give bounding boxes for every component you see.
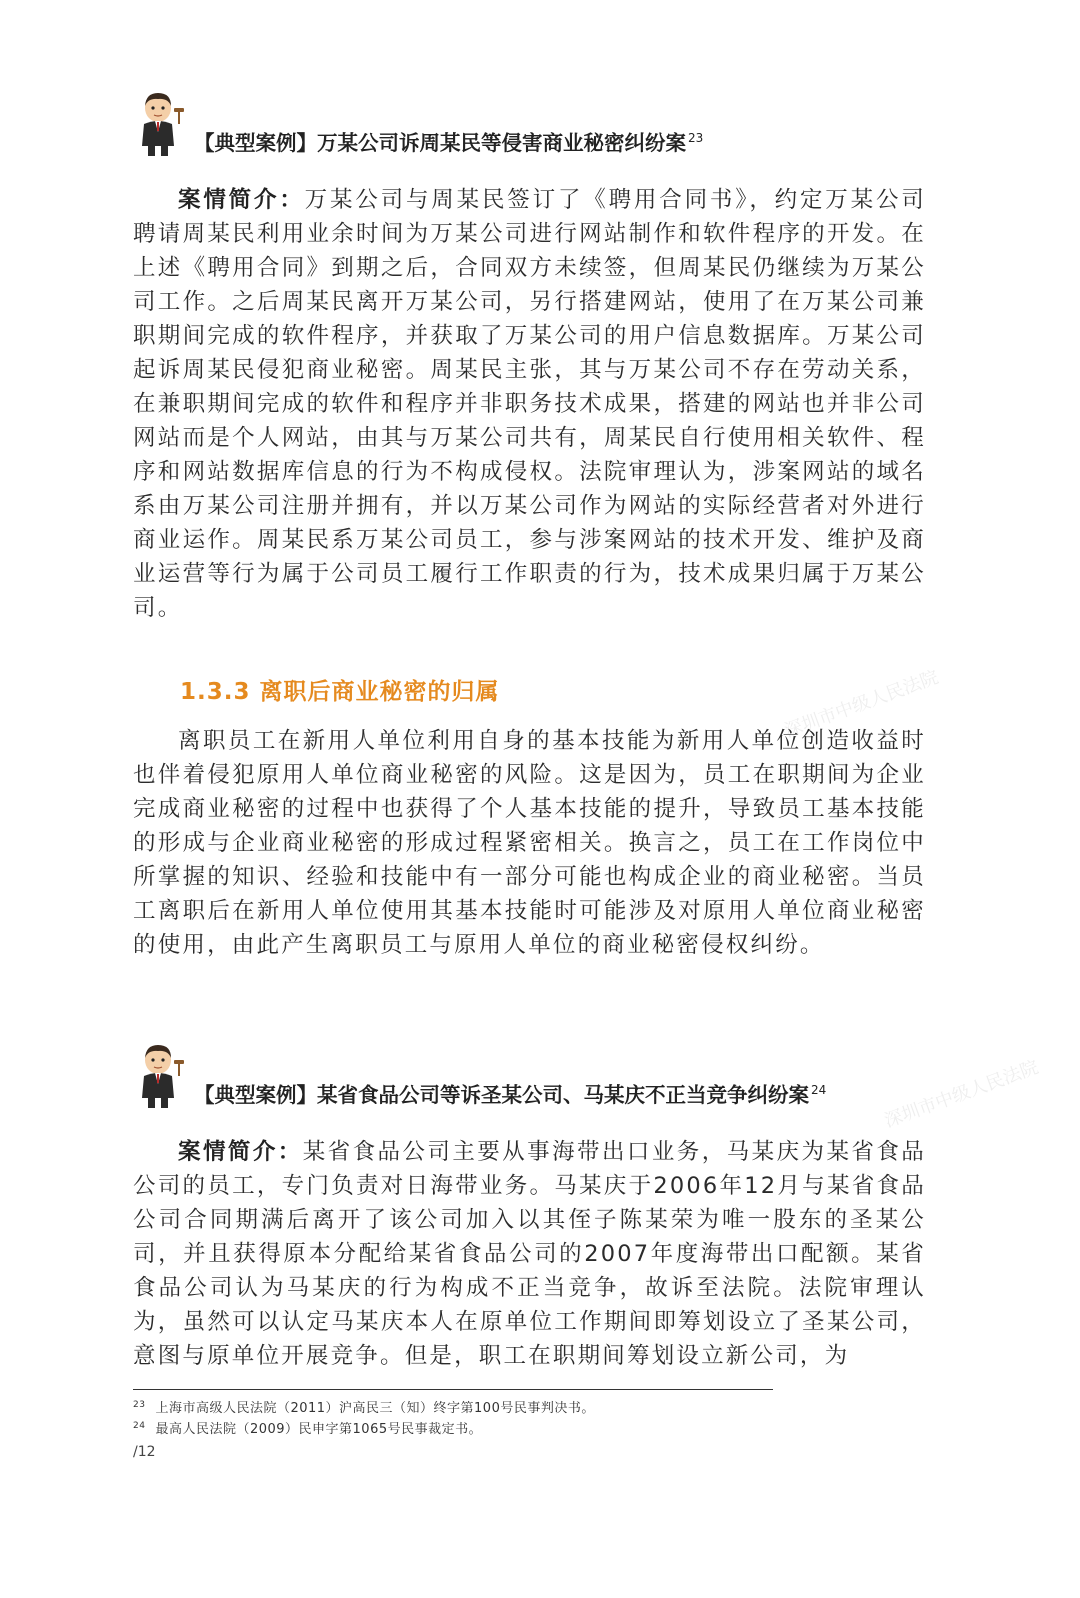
case-lead-1: 案情简介： (178, 187, 305, 213)
footnote-24: $^{24}$ 最高人民法院（2009）民申字第1065号民事裁定书。 (133, 1420, 483, 1437)
watermark: 深圳市中级人民法院 (781, 666, 942, 742)
case-title-2: 【典型案例】某省食品公司等诉圣某公司、马某庆不正当竞争纠纷案 $^{24}$ (194, 1083, 827, 1107)
case-text-1: 万某公司与周某民签订了《聘用合同书》，约定万某公司聘请周某民利用业余时间为万某公司进行网站制作和软件程序的开发。在上述《聘用合同》到期之后，合同双方未续签，但周某民仍继续为万某公司工作。之后周某民离开万某公司，另行搭建网站，使用了在万某公司兼职期间完成的软件程序，并获取了万某公司的用户信息数据库。万某公司起诉周某民侵犯商业秘密。周某民主张，其与万某公司不存在劳动关系，在兼职期间完成的软件和程序并非职务技术成果，搭建的网站也并非公司网站而是个人网站，由其与万某公司共有，周某民自行使用相关软件、程序和网站数据库信息的行为不构成侵权。法院审理认为，涉案网站的域名系由万某公司注册并拥有，并以万某公司作为网站的实际经营者对外进行商业运作。周某民系万某公司员工，参与涉案网站的技术开发、维护及商业运营等行为属于公司员工履行工作职责的行为，技术成果归属于万某公司。 (133, 187, 926, 621)
case-header-2 (138, 1040, 826, 1110)
case-text-2: 某省食品公司主要从事海带出口业务，马某庆为某省食品公司的员工，专门负责对日海带业务。马某庆于2006年12月与某省食品公司合同期满后离开了该公司加入以其侄子陈某荣为唯一股东的圣某公司，并且获得原本分配给某省食品公司的2007年度海带出口配额。某省食品公司认为马某庆的行为构成不正当竞争，故诉至法院。法院审理认为，虽然可以认定马某庆本人在原单位工作期间即筹划设立了圣某公司，意图与原单位开展竞争。但是，职工在职期间筹划设立新公司，为 (133, 1139, 926, 1369)
case-lead-2: 案情简介： (178, 1139, 303, 1165)
footnote-23: $^{23}$ 上海市高级人民法院（2011）沪高民三（知）终字第100号民事判决书。 (133, 1399, 595, 1416)
watermark: 深圳市中级人民法院 (881, 1056, 1042, 1132)
case-body-1 (133, 183, 926, 625)
case-body-2 (133, 1135, 926, 1373)
footnote-ref-24: 24 (811, 1083, 827, 1098)
footnote-divider (133, 1389, 773, 1390)
page-number: /12 (133, 1444, 156, 1460)
judge-mascot-icon (138, 1040, 188, 1110)
footnote-ref-23: 23 (688, 131, 704, 146)
judge-mascot-icon (138, 88, 188, 158)
case-title-1: 【典型案例】万某公司诉周某民等侵害商业秘密纠纷案 $^{23}$ (194, 131, 704, 155)
case-header-1 (138, 88, 703, 158)
section-body: 离职员工在新用人单位利用自身的基本技能为新用人单位创造收益时也伴着侵犯原用人单位商业秘密的风险。这是因为，员工在职期间为企业完成商业秘密的过程中也获得了个人基本技能的提升，导致员工基本技能的形成与企业商业秘密的形成过程紧密相关。换言之，员工在工作岗位中所掌握的知识、经验和技能中有一部分可能也构成企业的商业秘密。当员工离职后在新用人单位使用其基本技能时可能涉及对原用人单位商业秘密的使用，由此产生离职员工与原用人单位的商业秘密侵权纠纷。 (133, 728, 926, 958)
section-heading: 1.3.3 离职后商业秘密的归属 (180, 679, 500, 705)
